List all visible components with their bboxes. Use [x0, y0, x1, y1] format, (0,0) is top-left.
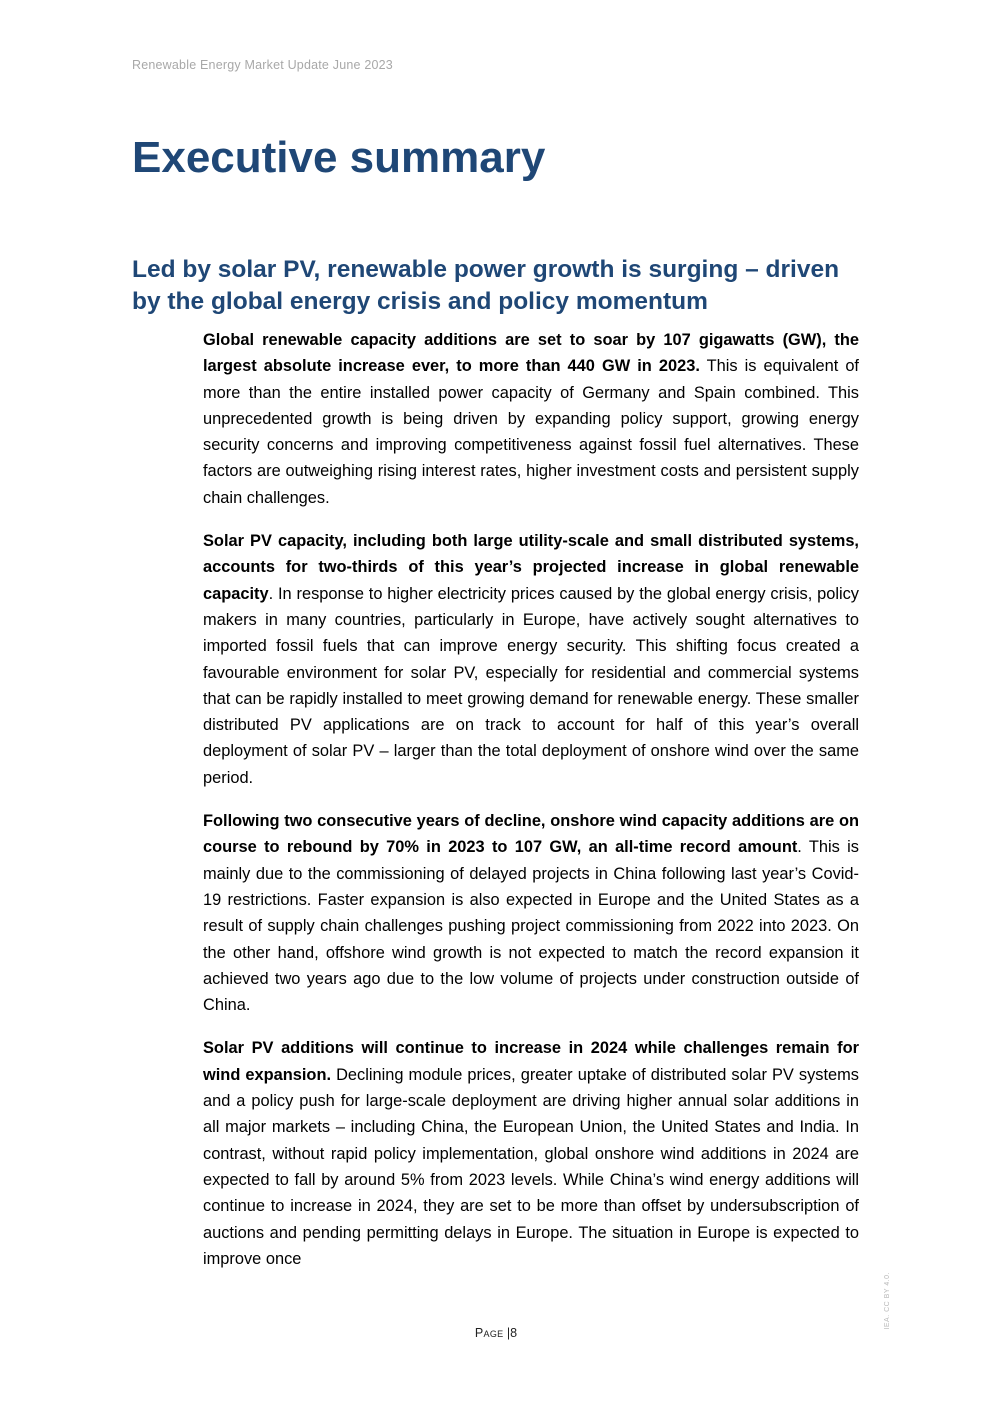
- paragraph-text: This is equivalent of more than the entire installed power capacity of Germany and Spain combined. This unprecedented growth is being driven by expanding policy support, growing energy security concerns and improving competitiveness against fossil fuel alternatives. These factors are outweighing rising interest rates, higher investment costs and persistent supply chain challenges.: [203, 357, 859, 507]
- paragraph-lead: Following two consecutive years of decline, onshore wind capacity additions are on course to rebound by 70% in 2023 to 107 GW, an all-time record amount: [203, 812, 859, 857]
- paragraph-4: [203, 1035, 859, 1272]
- body-text: [203, 327, 859, 1289]
- paragraph-2: [203, 528, 859, 791]
- paragraph-text: . This is mainly due to the commissioning of delayed projects in China following last year’s Covid-19 restrictions. Faster expansion is also expected in Europe and the United States as a result of supply chain challenges pushing project commissioning from 2022 into 2023. On the other hand, offshore wind growth is not expected to match the record expansion it achieved two years ago due to the low volume of projects under construction outside of China.: [203, 838, 859, 1015]
- license-credit: IEA. CC BY 4.0.: [884, 1272, 891, 1330]
- page-label: Page: [474, 1326, 504, 1340]
- paragraph-lead: Solar PV capacity, including both large utility-scale and small distributed systems, accounts for two-thirds of this year’s projected increase in global renewable capacity: [203, 532, 859, 603]
- paragraph-lead: Global renewable capacity additions are set to soar by 107 gigawatts (GW), the largest absolute increase ever, to more than 440 GW in 2023.: [203, 331, 859, 376]
- running-header: Renewable Energy Market Update June 2023: [132, 58, 393, 72]
- page-number: 8: [510, 1326, 518, 1340]
- paragraph-text: . In response to higher electricity prices caused by the global energy crisis, policy makers in many countries, particularly in Europe, have actively sought alternatives to imported fossil fuels that can improve energy security. This shifting focus created a favourable environment for solar PV, especially for residential and commercial systems that can be rapidly installed to meet growing demand for renewable energy. These smaller distributed PV applications are on track to account for half of this year’s overall deployment of solar PV – larger than the total deployment of onshore wind over the same period.: [203, 584, 859, 787]
- paragraph-text: Declining module prices, greater uptake of distributed solar PV systems and a policy push for large-scale deployment are driving higher annual solar additions in all major markets – including China, the European Union, the United States and India. In contrast, without rapid policy implementation, global onshore wind additions in 2024 are expected to fall by around 5% from 2023 levels. While China’s wind energy additions will continue to increase in 2024, they are set to be more than offset by undersubscription of auctions and pending permitting delays in Europe. The situation in Europe is expected to improve once: [203, 1065, 859, 1268]
- section-heading: Led by solar PV, renewable power growth is surging – driven by the global energy crisis and policy momentum: [132, 256, 840, 315]
- page-separator: |: [506, 1326, 511, 1340]
- paragraph-3: [203, 808, 859, 1018]
- page-title: Executive summary: [132, 133, 546, 182]
- paragraph-lead: Solar PV additions will continue to increase in 2024 while challenges remain for wind expansion.: [203, 1039, 859, 1084]
- page-footer: [0, 1326, 992, 1340]
- paragraph-1: [203, 327, 859, 511]
